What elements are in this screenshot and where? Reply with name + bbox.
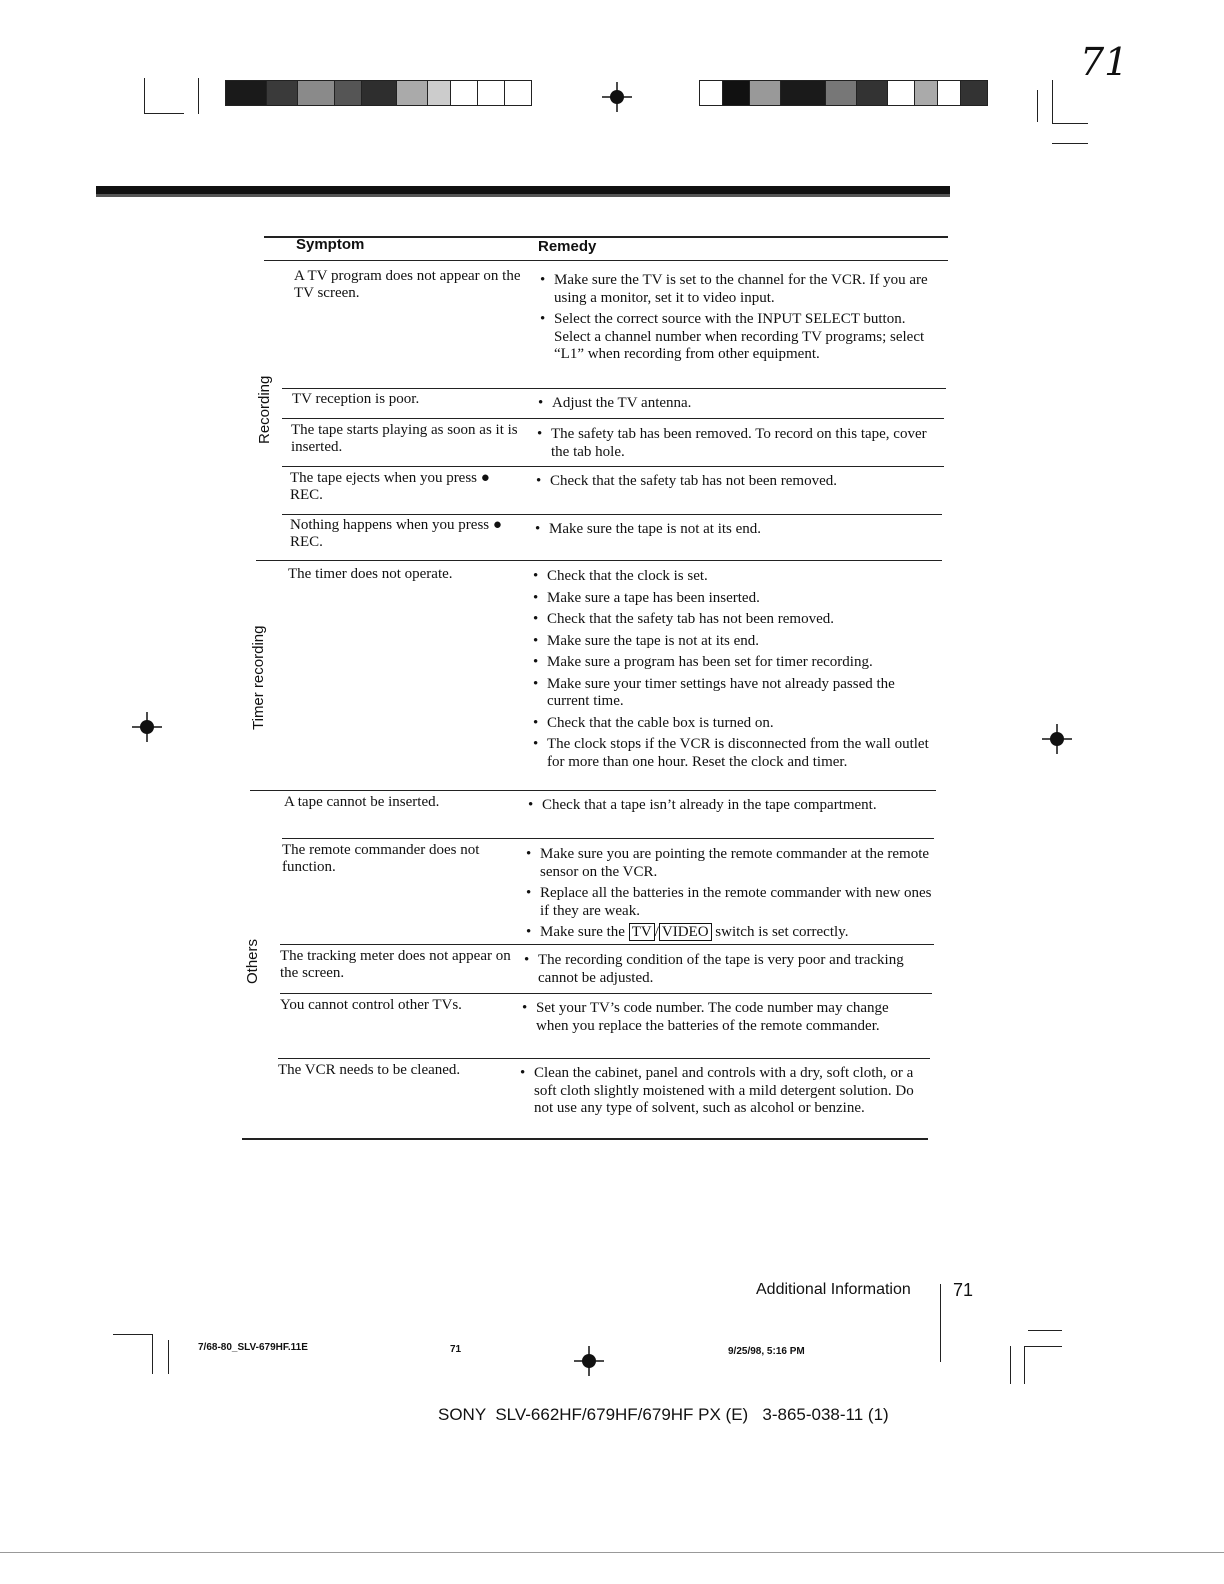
model-line: SONY SLV-662HF/679HF/679HF PX (E) 3-865-038-11 (1) — [438, 1405, 889, 1424]
row-rule — [282, 514, 942, 515]
symptom-cell: The tracking meter does not appear on the screen. — [280, 948, 511, 981]
remedy-item: • Make sure you are pointing the remote commander at the remote sensor on the VCR. — [526, 846, 936, 881]
remedy-cell — [528, 797, 923, 819]
section-rule — [256, 560, 942, 561]
symptom-cell: The timer does not operate. — [288, 566, 453, 582]
table-bottom-rule — [242, 1138, 928, 1140]
crop-mark — [940, 1284, 941, 1362]
switch-slash: / — [654, 924, 659, 940]
header-bar-shadow — [96, 194, 950, 197]
remedy-cell — [520, 1065, 915, 1122]
symptom-cell: You cannot control other TVs. — [280, 997, 462, 1013]
crop-mark — [1052, 80, 1053, 124]
print-file-name: 7/68-80_SLV-679HF.11E — [198, 1342, 308, 1353]
remedy-item: • Make sure the tape is not at its end. — [535, 521, 930, 539]
video-switch-label: VIDEO — [659, 923, 712, 941]
symptom-cell: The tape starts playing as soon as it is inserted. — [291, 422, 518, 455]
tv-switch-label: TV — [629, 923, 655, 941]
row-rule — [282, 388, 946, 389]
crop-mark — [198, 78, 199, 114]
header-rule — [264, 260, 948, 261]
color-calibration-bar-left — [226, 80, 532, 106]
symptom-header: Symptom — [296, 236, 365, 253]
remedy-item: • Make sure a tape has been inserted. — [533, 590, 937, 608]
crop-mark — [168, 1340, 169, 1374]
remedy-item: • Check that the safety tab has not been removed. — [533, 611, 937, 629]
symptom-cell: The tape ejects when you press ● REC. — [290, 470, 490, 503]
crop-mark — [1052, 143, 1088, 144]
remedy-cell — [526, 846, 936, 946]
crop-mark — [1028, 1330, 1062, 1331]
print-timestamp: 9/25/98, 5:16 PM — [728, 1346, 805, 1357]
handwritten-page-number: 71 — [1080, 40, 1129, 84]
remedy-item: • The recording condition of the tape is very poor and tracking cannot be adjusted. — [524, 952, 919, 987]
remedy-item: • Set your TV’s code number. The code number may change when you replace the batteries of the remote commander. — [522, 1000, 917, 1035]
row-rule — [280, 993, 932, 994]
section-label-timer-recording: Timer recording — [250, 625, 267, 730]
remedy-cell — [535, 521, 930, 543]
crop-mark — [1024, 1346, 1025, 1384]
crop-mark — [152, 1334, 153, 1374]
registration-mark-icon — [132, 712, 162, 742]
crop-mark — [144, 113, 184, 114]
remedy-item: • Check that the cable box is turned on. — [533, 715, 937, 733]
crop-mark — [1010, 1346, 1011, 1384]
remedy-item — [526, 924, 936, 942]
remedy-item: • Check that a tape isn’t already in the tape compartment. — [528, 797, 923, 815]
remedy-header: Remedy — [538, 238, 597, 255]
remedy-item: • Clean the cabinet, panel and controls with a dry, soft cloth, or a soft cloth slightly moistened with a mild detergent solution. Do not use any type of solvent, such as alcohol or benzine. — [520, 1065, 915, 1118]
remedy-cell — [540, 272, 935, 368]
crop-mark — [113, 1334, 153, 1335]
symptom-cell: TV reception is poor. — [292, 391, 420, 407]
symptom-cell: The remote commander does not function. — [282, 842, 480, 875]
switch-remedy-suffix: switch is set correctly. — [715, 924, 849, 940]
remedy-cell — [538, 395, 933, 417]
registration-mark-icon — [1042, 724, 1072, 754]
remedy-cell — [522, 1000, 917, 1039]
crop-mark — [1052, 123, 1088, 124]
remedy-item: • Make sure the TV is set to the channel for the VCR. If you are using a monitor, set it to video input. — [540, 272, 935, 307]
remedy-item: • Make sure the tape is not at its end. — [533, 633, 937, 651]
footer-page-number: 71 — [953, 1280, 974, 1300]
remedy-item: • The safety tab has been removed. To record on this tape, cover the tab hole. — [537, 426, 932, 461]
remedy-item: • Make sure a program has been set for timer recording. — [533, 654, 937, 672]
switch-remedy-prefix: Make sure the — [540, 924, 625, 940]
section-label-recording: Recording — [256, 375, 273, 444]
print-page-number: 71 — [450, 1344, 462, 1355]
color-calibration-bar-right — [700, 80, 988, 106]
row-rule — [282, 418, 944, 419]
registration-mark-icon — [574, 1346, 604, 1376]
remedy-item: • Check that the safety tab has not been removed. — [536, 473, 931, 491]
crop-mark — [1024, 1346, 1062, 1347]
row-rule — [280, 944, 934, 945]
remedy-cell — [537, 426, 932, 465]
section-rule — [250, 790, 936, 791]
remedy-item: • Adjust the TV antenna. — [538, 395, 933, 413]
row-rule — [282, 466, 944, 467]
remedy-item: • The clock stops if the VCR is disconnected from the wall outlet for more than one hour. Reset the clock and timer. — [533, 736, 937, 771]
section-label-others: Others — [244, 938, 261, 984]
header-bar — [96, 186, 950, 194]
symptom-cell: A TV program does not appear on the TV screen. — [294, 268, 521, 301]
crop-mark — [1037, 90, 1038, 122]
table-top-rule — [264, 236, 948, 238]
footer-section-title: Additional Information — [756, 1281, 911, 1298]
crop-mark — [144, 78, 145, 114]
symptom-cell: The VCR needs to be cleaned. — [278, 1062, 461, 1078]
remedy-cell — [524, 952, 919, 991]
symptom-cell: A tape cannot be inserted. — [284, 794, 440, 810]
remedy-item: • Make sure your timer settings have not already passed the current time. — [533, 676, 937, 711]
remedy-item: • Check that the clock is set. — [533, 568, 937, 586]
remedy-item: • Select the correct source with the INPUT SELECT button. Select a channel number when recording TV programs; select “L1” when recording from other equipment. — [540, 311, 935, 364]
remedy-item: • Replace all the batteries in the remote commander with new ones if they are weak. — [526, 885, 936, 920]
scan-edge-line — [0, 1552, 1224, 1553]
symptom-cell: Nothing happens when you press ● REC. — [290, 517, 502, 550]
remedy-cell — [536, 473, 931, 495]
remedy-cell — [533, 568, 937, 775]
row-rule — [278, 1058, 930, 1059]
row-rule — [282, 838, 934, 839]
registration-mark-icon — [602, 82, 632, 112]
